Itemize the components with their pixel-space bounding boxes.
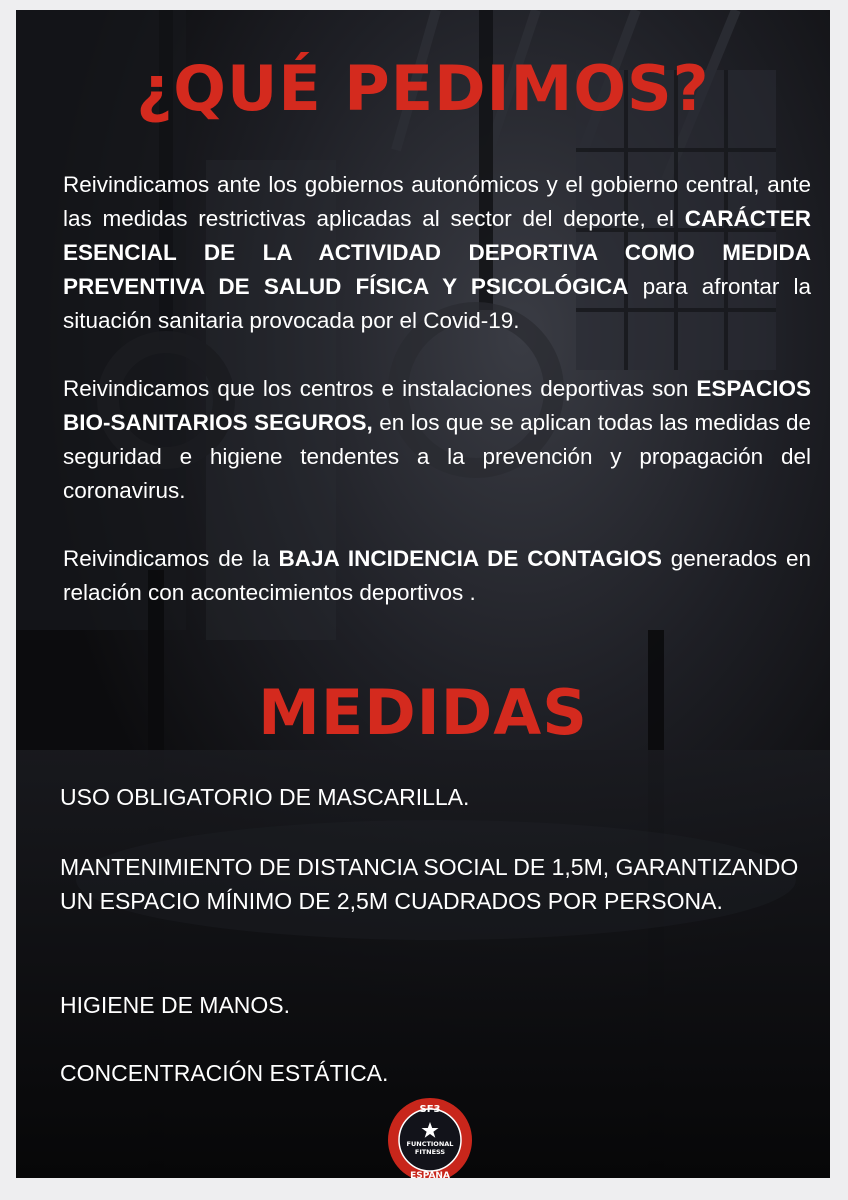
logo-bottom-text: ESPAÑA [410,1171,450,1181]
page-title: ¿QUÉ PEDIMOS? [136,52,710,125]
poster [16,10,830,1181]
sf3-logo [386,1096,474,1181]
paragraph-highlight: BAJA INCIDENCIA DE CONTAGIOS [278,546,662,571]
measures-title: MEDIDAS [258,676,588,749]
paragraph-highlight: ESPACIOS BIO-SANITARIOS SEGUROS, [63,376,811,435]
paragraph-text: para afrontar la situación sanitaria provocada por el Covid-19. [63,274,811,333]
paragraph-highlight: CARÁCTER ESENCIAL DE LA ACTIVIDAD DEPORTIVA COMO MEDIDA PREVENTIVA DE SALUD FÍSICA Y PSICOLÓGICA [63,206,811,299]
logo-top-text: SF3 [419,1104,441,1115]
paragraph-text: Reivindicamos que los centros e instalaciones deportivas son [63,376,697,401]
paragraph-text: Reivindicamos de la [63,546,279,571]
measure-item: HIGIENE DE MANOS. [60,992,291,1018]
paragraph-esencial [63,168,811,338]
paragraph-espacios-seguros [63,372,811,508]
measure-item: MANTENIMIENTO DE DISTANCIA SOCIAL DE 1,5M, GARANTIZANDO UN ESPACIO MÍNIMO DE 2,5M CUADRADOS POR PERSONA. [60,854,799,914]
paragraph-text: en los que se aplican todas las medidas de seguridad e higiene tendentes a la prevención y propagación del coronavirus. [63,410,812,503]
paragraph-text: Reivindicamos ante los gobiernos autonómicos y el gobierno central, ante las medidas restrictivas aplicadas al sector del deporte, el [63,172,811,231]
logo-middle-line1: FUNCTIONAL [406,1140,454,1148]
measure-item: CONCENTRACIÓN ESTÁTICA. [60,1060,389,1086]
paragraph-text: generados en relación con acontecimientos deportivos . [63,546,811,605]
logo-middle-line2: FITNESS [414,1148,446,1156]
measure-item: USO OBLIGATORIO DE MASCARILLA. [60,784,470,810]
paragraph-baja-incidencia [63,542,811,610]
